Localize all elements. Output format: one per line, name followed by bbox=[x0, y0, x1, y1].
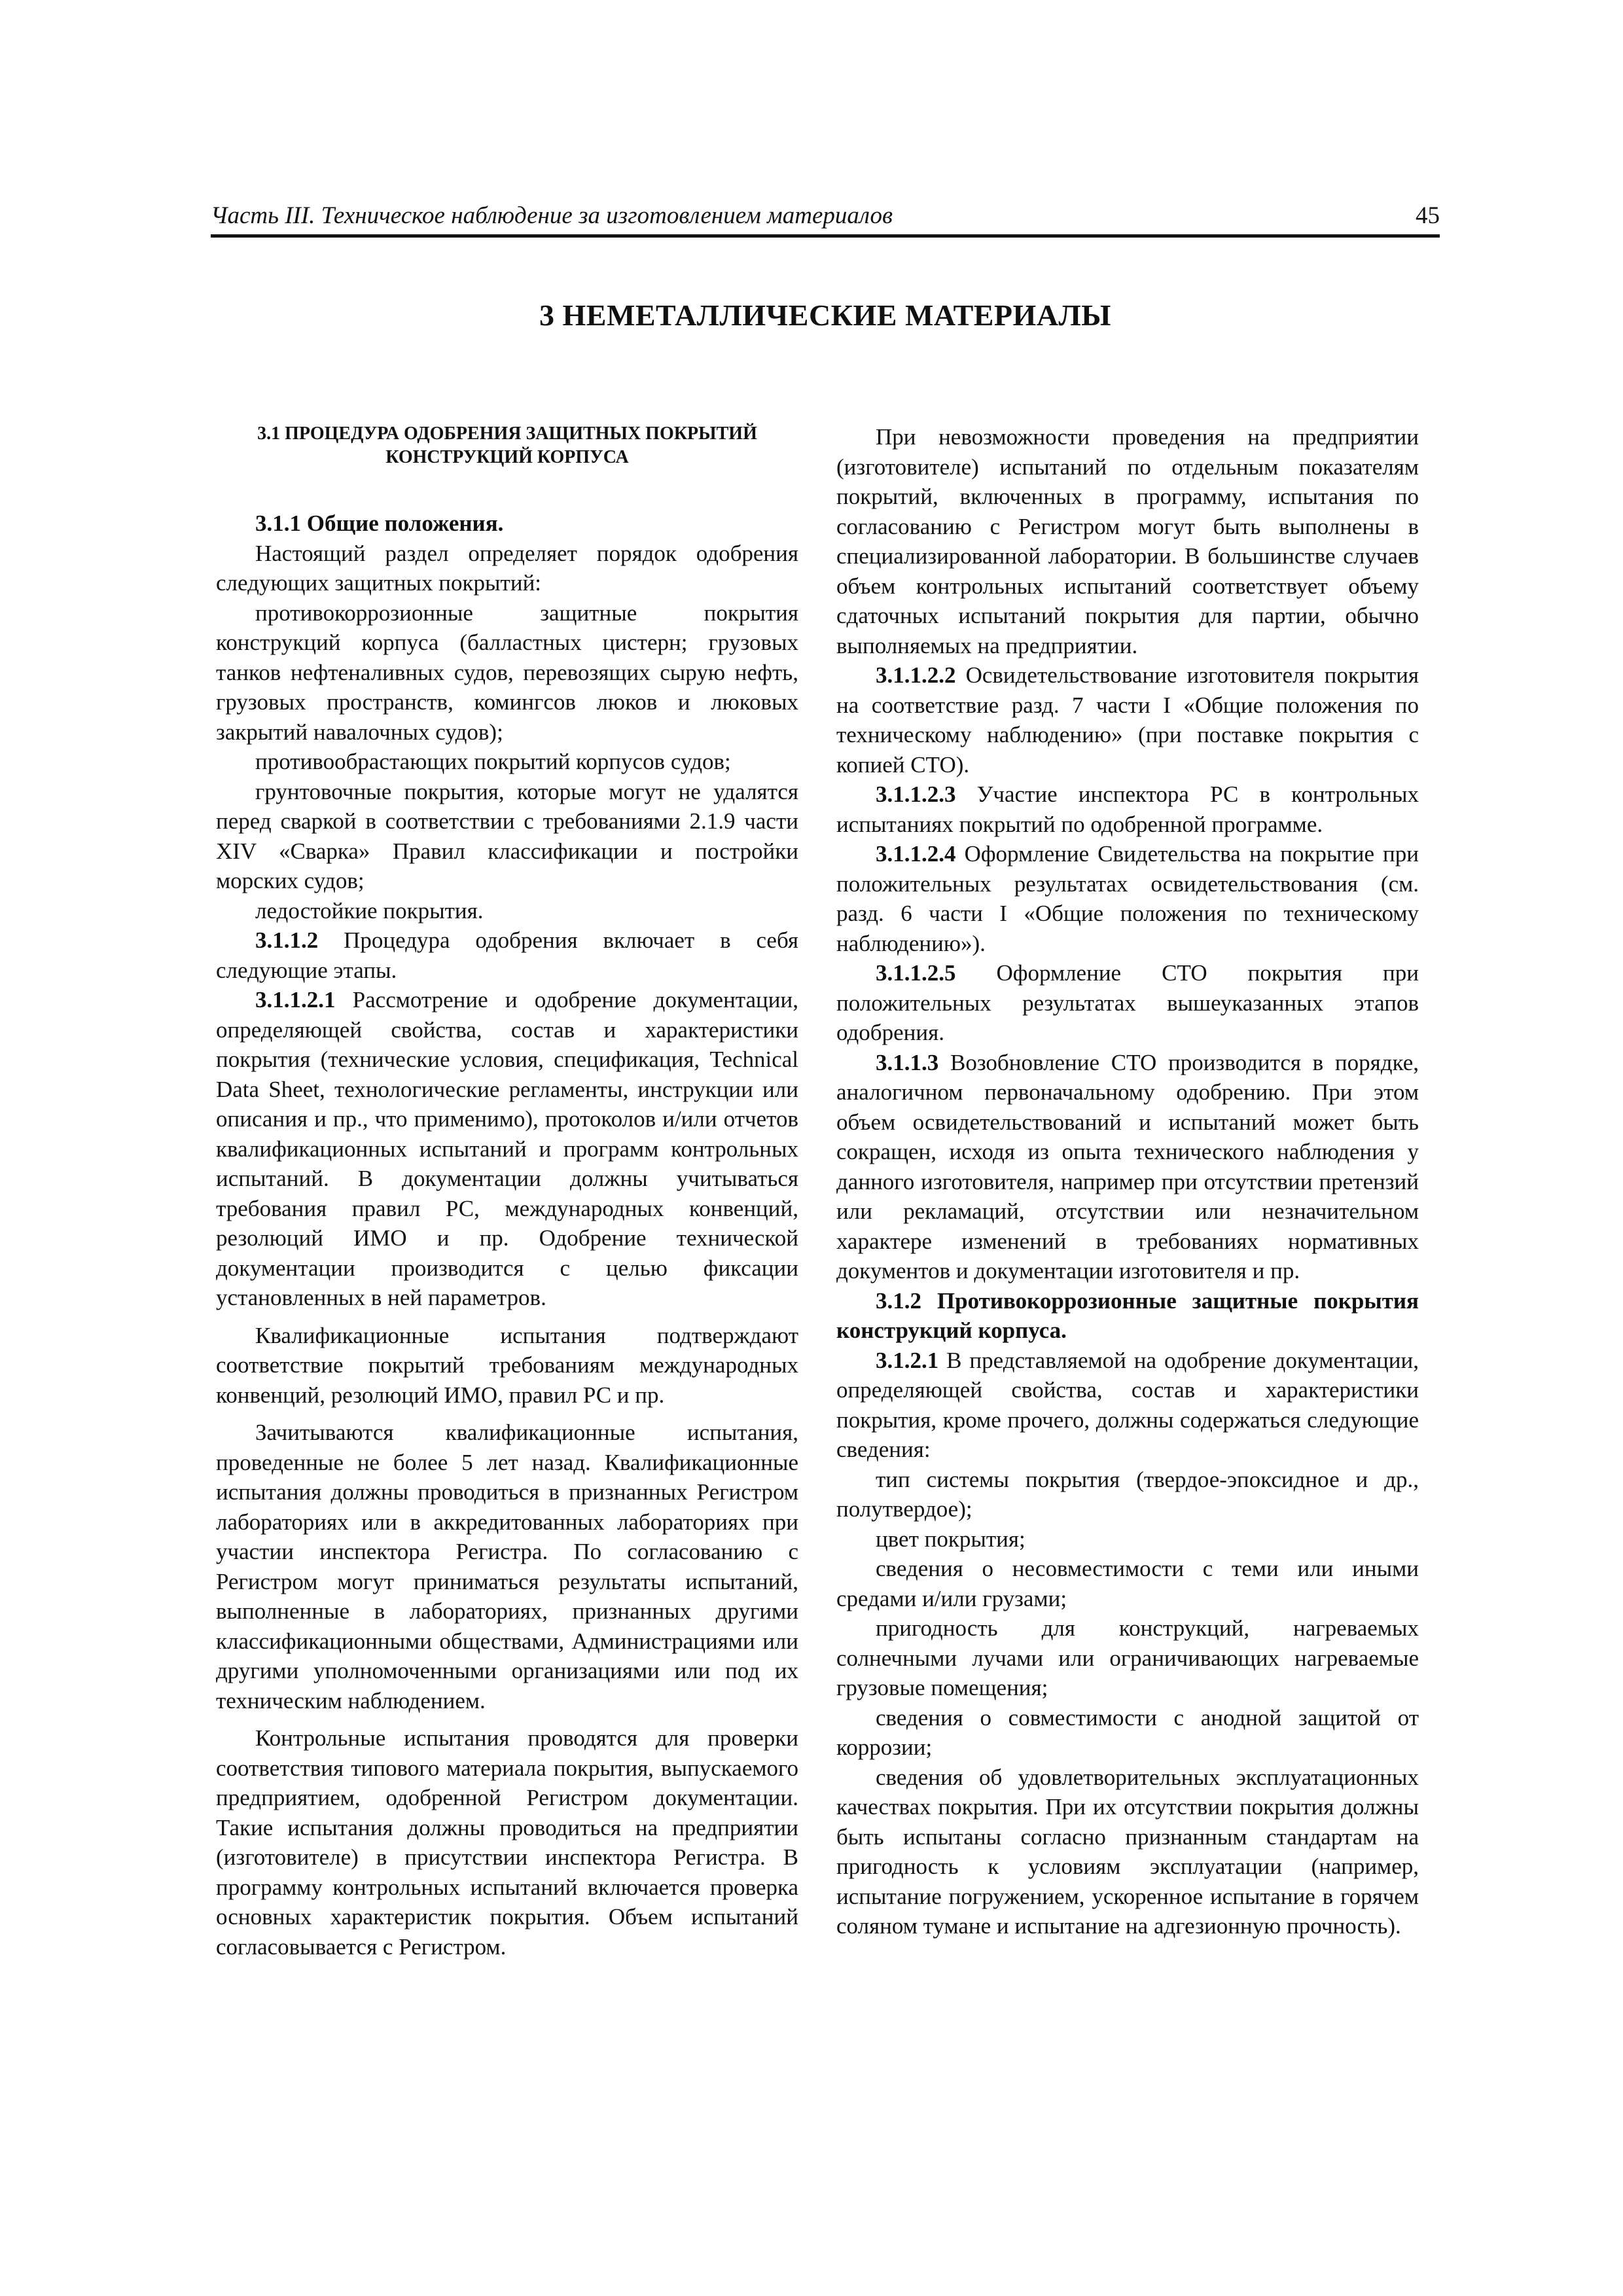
paragraph-text: Оформление Свидетельства на покрытие при положительных результатах освидетельствования (см. разд. 6 части I «Общие положения по техническому наблюдению»). bbox=[836, 841, 1419, 956]
clause-number: 3.1.1.2.2 bbox=[876, 662, 956, 688]
subsection-heading: 3.1.2 Противокоррозионные защитные покрытия конструкций корпуса. bbox=[836, 1287, 1419, 1343]
running-header bbox=[211, 202, 1440, 238]
numbered-paragraph bbox=[836, 780, 1419, 839]
list-item: цвет покрытия; bbox=[876, 1526, 1026, 1552]
numbered-paragraph bbox=[836, 958, 1419, 1048]
clause-number: 3.1.2.1 bbox=[876, 1347, 939, 1373]
paragraph-text: Процедура одобрения включает в себя следующие этапы. bbox=[216, 927, 798, 983]
paragraph-text: Рассмотрение и одобрение документации, определяющей свойства, состав и характеристики покрытия (технические условия, спецификация, Technical Data Sheet, технологические регламенты, инструкции или описания и пр., что применимо), протоколов и/или отчетов квалификационных испытаний и программ контрольных испытаний. В документации должны учитываться требования правил РС, международных конвенций, резолюций ИМО и пр. Одобрение технической документации производится с целью фиксации установленных в ней параметров. bbox=[216, 987, 798, 1310]
paragraph: Зачитываются квалификационные испытания, проведенные не более 5 лет назад. Квалификационные испытания должны проводиться в признанных Регистром лабораториях или в аккредитованных лабораториях при участии инспектора Регистра. По согласованию с Регистром могут приниматься результаты испытаний, выполненные в лабораториях, признанных другими классификационными обществами, Администрациями или другими уполномоченными организациями или под их техническим наблюдением. bbox=[216, 1420, 798, 1713]
numbered-paragraph bbox=[836, 660, 1419, 780]
paragraph: Квалификационные испытания подтверждают соответствие покрытий требованиям международных конвенций, резолюций ИМО, правил РС и пр. bbox=[216, 1322, 798, 1408]
chapter-title: 3 НЕМЕТАЛЛИЧЕСКИЕ МАТЕРИАЛЫ bbox=[539, 298, 1111, 332]
clause-number: 3.1.1.3 bbox=[876, 1049, 939, 1075]
section-title-line-2: КОНСТРУКЦИЙ КОРПУСА bbox=[385, 447, 629, 467]
list-item: тип системы покрытия (твердое-эпоксидное и др., полутвердое); bbox=[836, 1466, 1419, 1522]
subsection-heading: 3.1.1 Общие положения. bbox=[255, 511, 504, 536]
right-column bbox=[836, 422, 1419, 1941]
numbered-paragraph bbox=[836, 839, 1419, 958]
paragraph-text: Оформление СТО покрытия при положительных результатах вышеуказанных этапов одобрения. bbox=[836, 960, 1419, 1045]
paragraph: ледостойкие покрытия. bbox=[255, 897, 484, 924]
list-item: сведения о несовместимости с теми или иными средами и/или грузами; bbox=[836, 1556, 1419, 1611]
numbered-paragraph bbox=[836, 1048, 1419, 1286]
list-item: сведения о совместимости с анодной защитой от коррозии; bbox=[836, 1704, 1419, 1760]
clause-number: 3.1.1.2.3 bbox=[876, 781, 956, 807]
paragraph: грунтовочные покрытия, которые могут не удалятся перед сваркой в соответствии с требованиями 2.1.9 части XIV «Сварка» Правил классификации и постройки морских судов; bbox=[216, 778, 798, 893]
paragraph-text: Освидетельствование изготовителя покрытия на соответствие разд. 7 части I «Общие положения по техническому наблюдению» (при поставке покрытия с копией СТО). bbox=[836, 662, 1419, 778]
clause-number: 3.1.1.2.1 bbox=[255, 987, 336, 1013]
page-number: 45 bbox=[1416, 202, 1440, 229]
paragraph: При невозможности проведения на предприятии (изготовителе) испытаний по отдельным показателям покрытий, включенных в программу, испытания по согласованию с Регистром могут быть выполнены в специализированной лаборатории. В большинстве случаев объем контрольных испытаний соответствует объему сдаточных испытаний покрытия для партии, обычно выполняемых на предприятии. bbox=[836, 424, 1419, 658]
list-item: сведения об удовлетворительных эксплуатационных качествах покрытия. При их отсутствии покрытия должны быть испытаны согласно признанным стандартам на пригодность к условиям эксплуатации (например, испытание погружением, ускоренное испытание в горячем соляном тумане и испытание на адгезионную прочность). bbox=[836, 1764, 1419, 1939]
paragraph: противокоррозионные защитные покрытия конструкций корпуса (балластных цистерн; грузовых танков нефтеналивных судов, перевозящих сырую нефть, грузовых пространств, комингсов люков и люковых закрытий навалочных судов); bbox=[216, 600, 798, 745]
left-column bbox=[216, 422, 798, 1962]
clause-number: 3.1.1.2.4 bbox=[876, 841, 956, 867]
numbered-paragraph bbox=[216, 985, 798, 1313]
clause-number: 3.1.1.2 bbox=[255, 927, 319, 953]
header-title: Часть III. Техническое наблюдение за изготовлением материалов bbox=[211, 202, 893, 229]
paragraph: противообрастающих покрытий корпусов судов; bbox=[255, 749, 731, 774]
section-title-line-1: 3.1 ПРОЦЕДУРА ОДОБРЕНИЯ ЗАЩИТНЫХ ПОКРЫТИЙ bbox=[257, 423, 757, 444]
list-item: пригодность для конструкций, нагреваемых солнечными лучами или ограничивающих нагреваемые грузовые помещения; bbox=[836, 1615, 1419, 1700]
paragraph-text: В представляемой на одобрение документации, определяющей свойства, состав и характеристики покрытия, кроме прочего, должны содержаться следующие сведения: bbox=[836, 1347, 1419, 1462]
clause-number: 3.1.1.2.5 bbox=[876, 960, 956, 986]
paragraph-text: Участие инспектора РС в контрольных испытаниях покрытий по одобренной программе. bbox=[836, 781, 1419, 837]
numbered-paragraph bbox=[216, 925, 798, 985]
paragraph: Настоящий раздел определяет порядок одобрения следующих защитных покрытий: bbox=[216, 540, 798, 596]
paragraph-text: Возобновление СТО производится в порядке, аналогичном первоначальному одобрению. При этом объем освидетельствований и испытаний может быть сокращен, исходя из опыта технического наблюдения у данного изготовителя, например при отсутствии претензий или рекламаций, отсутствии или незначительном характере изменений в требованиях нормативных документов и документации изготовителя и пр. bbox=[836, 1049, 1419, 1283]
paragraph: Контрольные испытания проводятся для проверки соответствия типового материала покрытия, выпускаемого предприятием, одобренной Регистром документации. Такие испытания должны проводиться на предприятии (изготовителе) в присутствии инспектора Регистра. В программу контрольных испытаний включается проверка основных характеристик покрытия. Объем испытаний согласовывается с Регистром. bbox=[216, 1725, 798, 1960]
numbered-paragraph bbox=[836, 1346, 1419, 1465]
